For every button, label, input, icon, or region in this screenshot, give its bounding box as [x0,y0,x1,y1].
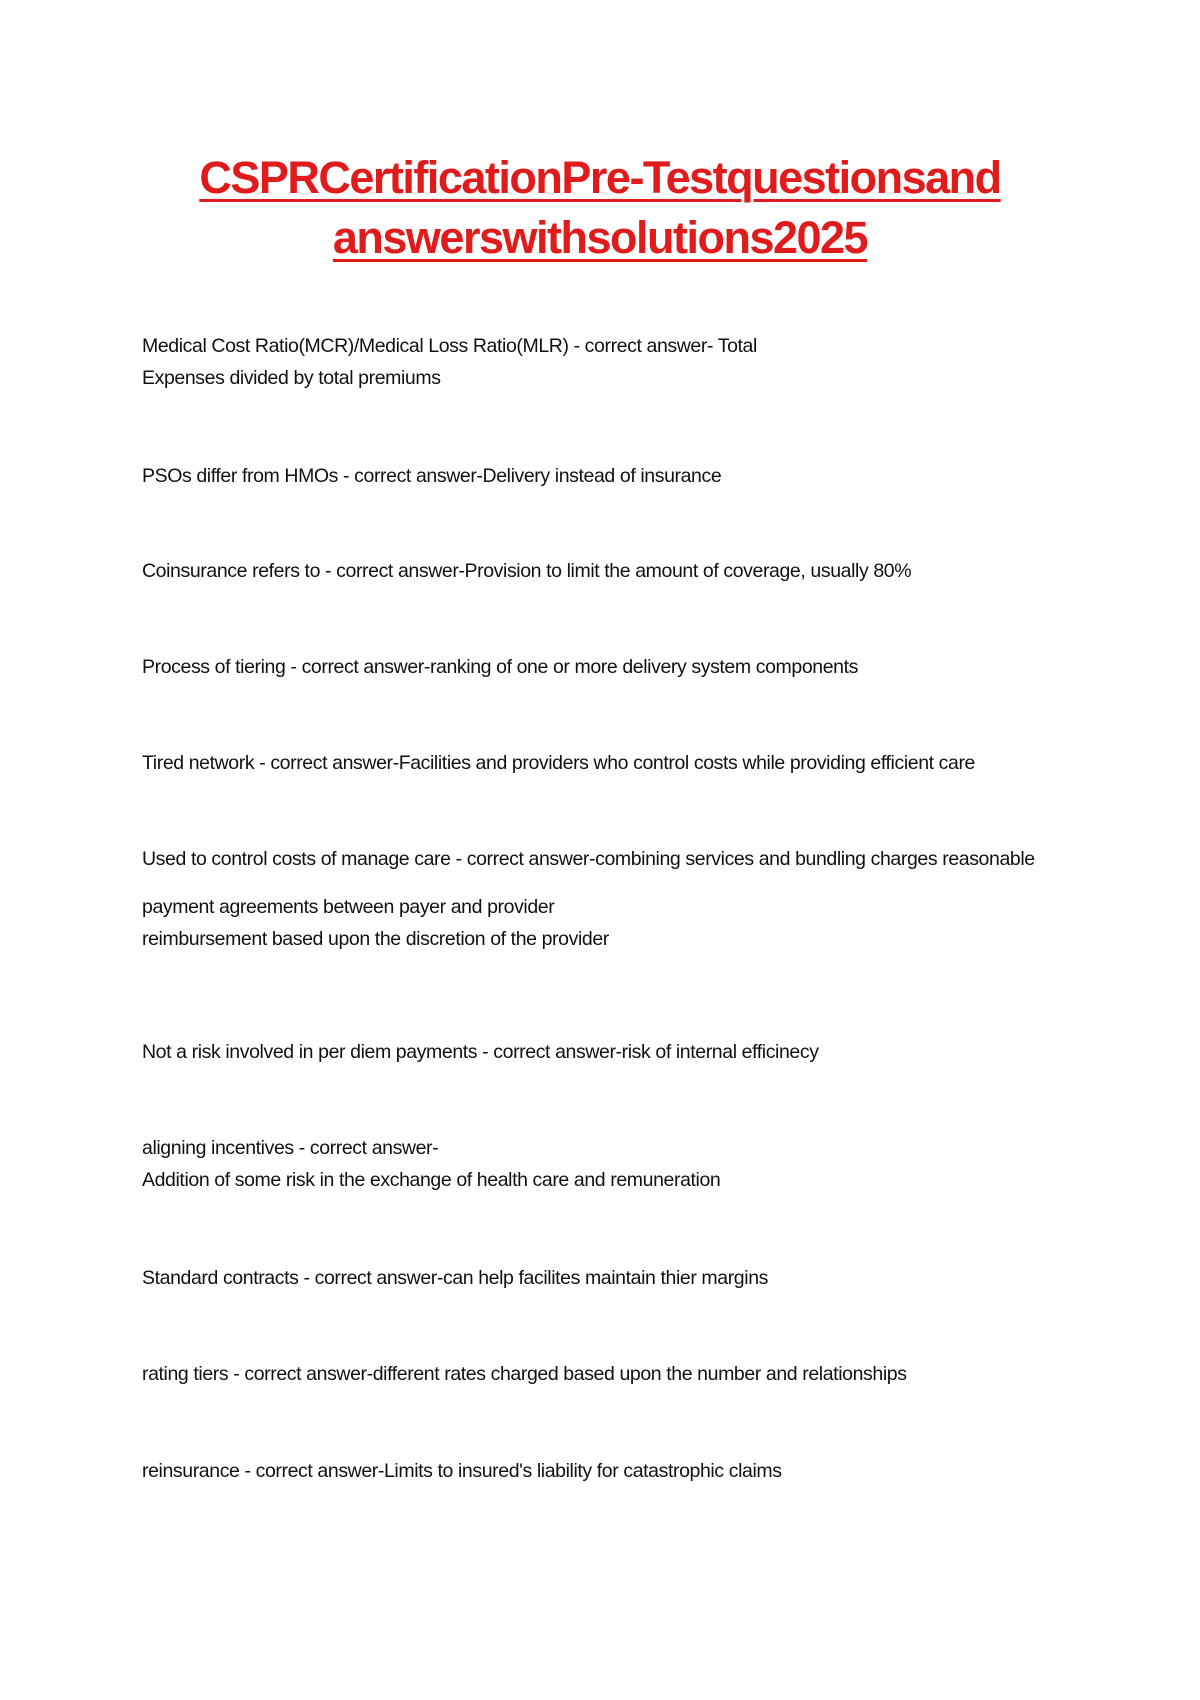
document-title-line-1: CSPRCertificationPre-Testquestionsand [199,152,1001,203]
qa-entry-control-costs [142,843,1092,955]
qa-entry-reinsurance [142,1455,1092,1487]
qa-entry-line: Standard contracts - correct answer-can help facilites maintain thier margins [142,1267,768,1289]
qa-entry-psos-differ [142,460,1092,492]
qa-entry-coinsurance [142,555,1092,587]
qa-entry-line: reimbursement based upon the discretion of the provider [142,928,609,950]
qa-entry-process-of-tiering [142,651,1092,683]
document-title [0,148,1200,268]
qa-entry-line: Medical Cost Ratio(MCR)/Medical Loss Ratio(MLR) - correct answer- Total [142,335,757,357]
qa-entry-tired-network [142,747,1092,779]
qa-entry-line: aligning incentives - correct answer- [142,1137,439,1159]
qa-entry-standard-contracts [142,1262,1092,1294]
qa-entry-rating-tiers [142,1358,1092,1390]
qa-entry-line: Addition of some risk in the exchange of health care and remuneration [142,1169,721,1191]
qa-entry-line: Coinsurance refers to - correct answer-Provision to limit the amount of coverage, usually 80% [142,560,912,582]
qa-entry-line: Process of tiering - correct answer-ranking of one or more delivery system components [142,656,858,678]
qa-entry-line: payment agreements between payer and provider [142,896,555,918]
document-title-line-2: answerswithsolutions2025 [332,212,868,263]
qa-entry-line: Used to control costs of manage care - correct answer-combining services and bundling charges reasonable [142,848,1035,870]
qa-entry-line: Not a risk involved in per diem payments - correct answer-risk of internal efficinecy [142,1041,819,1063]
qa-entry-line: rating tiers - correct answer-different rates charged based upon the number and relationships [142,1363,907,1385]
qa-entry-line: Expenses divided by total premiums [142,367,441,389]
qa-entry-line: PSOs differ from HMOs - correct answer-Delivery instead of insurance [142,465,722,487]
qa-entry-line: Tired network - correct answer-Facilities and providers who control costs while providing efficient care [142,752,976,774]
qa-entry-line: reinsurance - correct answer-Limits to insured's liability for catastrophic claims [142,1460,782,1482]
qa-entry-aligning-incentives [142,1132,1092,1196]
qa-entry-per-diem-risk [142,1036,1092,1068]
qa-entry-medical-cost-ratio [142,330,1092,394]
